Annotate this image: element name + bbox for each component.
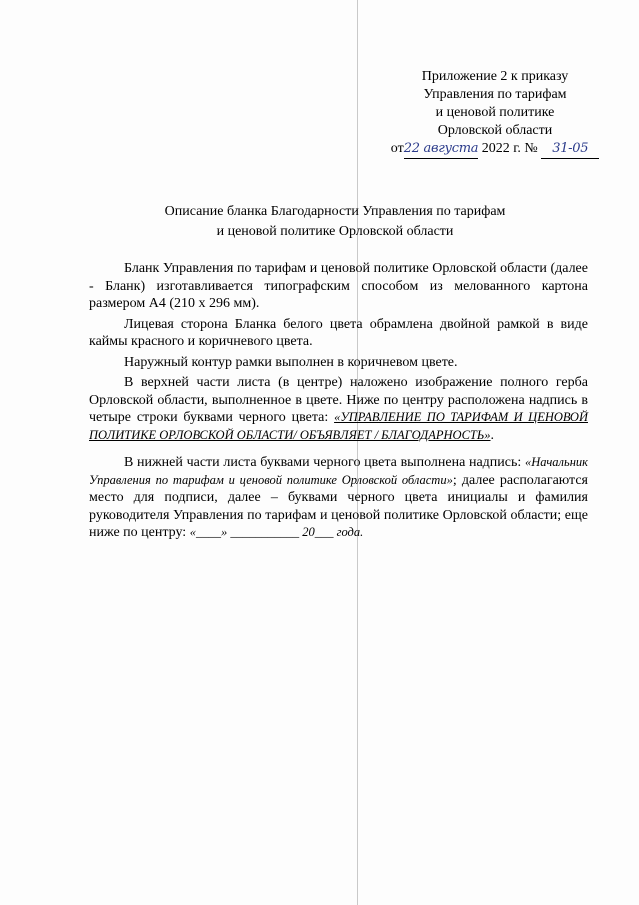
paragraph-4-end: .: [490, 427, 494, 443]
attachment-header: [380, 68, 610, 159]
paragraph-4: [89, 374, 588, 444]
paragraph-5-quote: «Начальник Управления по тарифам и ценовой политике Орловской области»: [89, 455, 588, 487]
title-line-1: Описание бланка Благодарности Управления по тарифам: [164, 204, 506, 219]
paragraph-2: Лицевая сторона Бланка белого цвета обрамлена двойной рамкой в виде каймы красного и коричневого цвета.: [89, 316, 588, 349]
paragraph-4-text: В верхней части листа (в центре) наложено изображение полного герба Орловской области, выполненное в цвете. Ниже по центру расположена надпись в четыре строки буквами черного цвета:: [89, 375, 588, 425]
attachment-line-1: Приложение 2 к приказу: [421, 69, 569, 84]
paragraph-5-date-placeholder: «____» ___________ 20___ года.: [189, 525, 364, 539]
paragraph-3: Наружный контур рамки выполнен в коричневом цвете.: [124, 354, 458, 370]
paragraph-5-text: В нижней части листа буквами черного цвета выполнена надпись:: [124, 455, 525, 470]
ref-prefix: от: [390, 141, 404, 156]
title-line-2: и ценовой политике Орловской области: [216, 224, 454, 239]
paragraph-5: [89, 454, 588, 542]
document-title: [100, 202, 570, 242]
attachment-line-4: Орловской области: [437, 123, 553, 138]
order-reference: [380, 140, 610, 159]
ref-year-number: 2022 г. №: [481, 141, 538, 156]
paragraph-5-mid: ; далее располагаются место для подписи, далее – буквами черного цвета инициалы и фамилия руководителя Управления по тарифам и ценовой политике Орловской области; еще ниже по центру:: [89, 472, 588, 540]
paragraph-1: Бланк Управления по тарифам и ценовой политике Орловской области (далее - Бланк) изготавливается типографским способом из мелованного картона размером А4 (210 х 296 мм).: [89, 261, 588, 311]
handwritten-date: 22 августа: [404, 140, 478, 159]
paragraph-4-quote: «УПРАВЛЕНИЕ ПО ТАРИФАМ И ЦЕНОВОЙ ПОЛИТИКЕ ОРЛОВСКОЙ ОБЛАСТИ/ ОБЪЯВЛЯЕТ / БЛАГОДАРНОСТЬ»: [89, 410, 588, 442]
handwritten-order-number: 31-05: [541, 140, 599, 159]
attachment-line-2: Управления по тарифам: [423, 87, 567, 102]
attachment-line-3: и ценовой политике: [435, 105, 555, 120]
document-body: [89, 260, 588, 542]
